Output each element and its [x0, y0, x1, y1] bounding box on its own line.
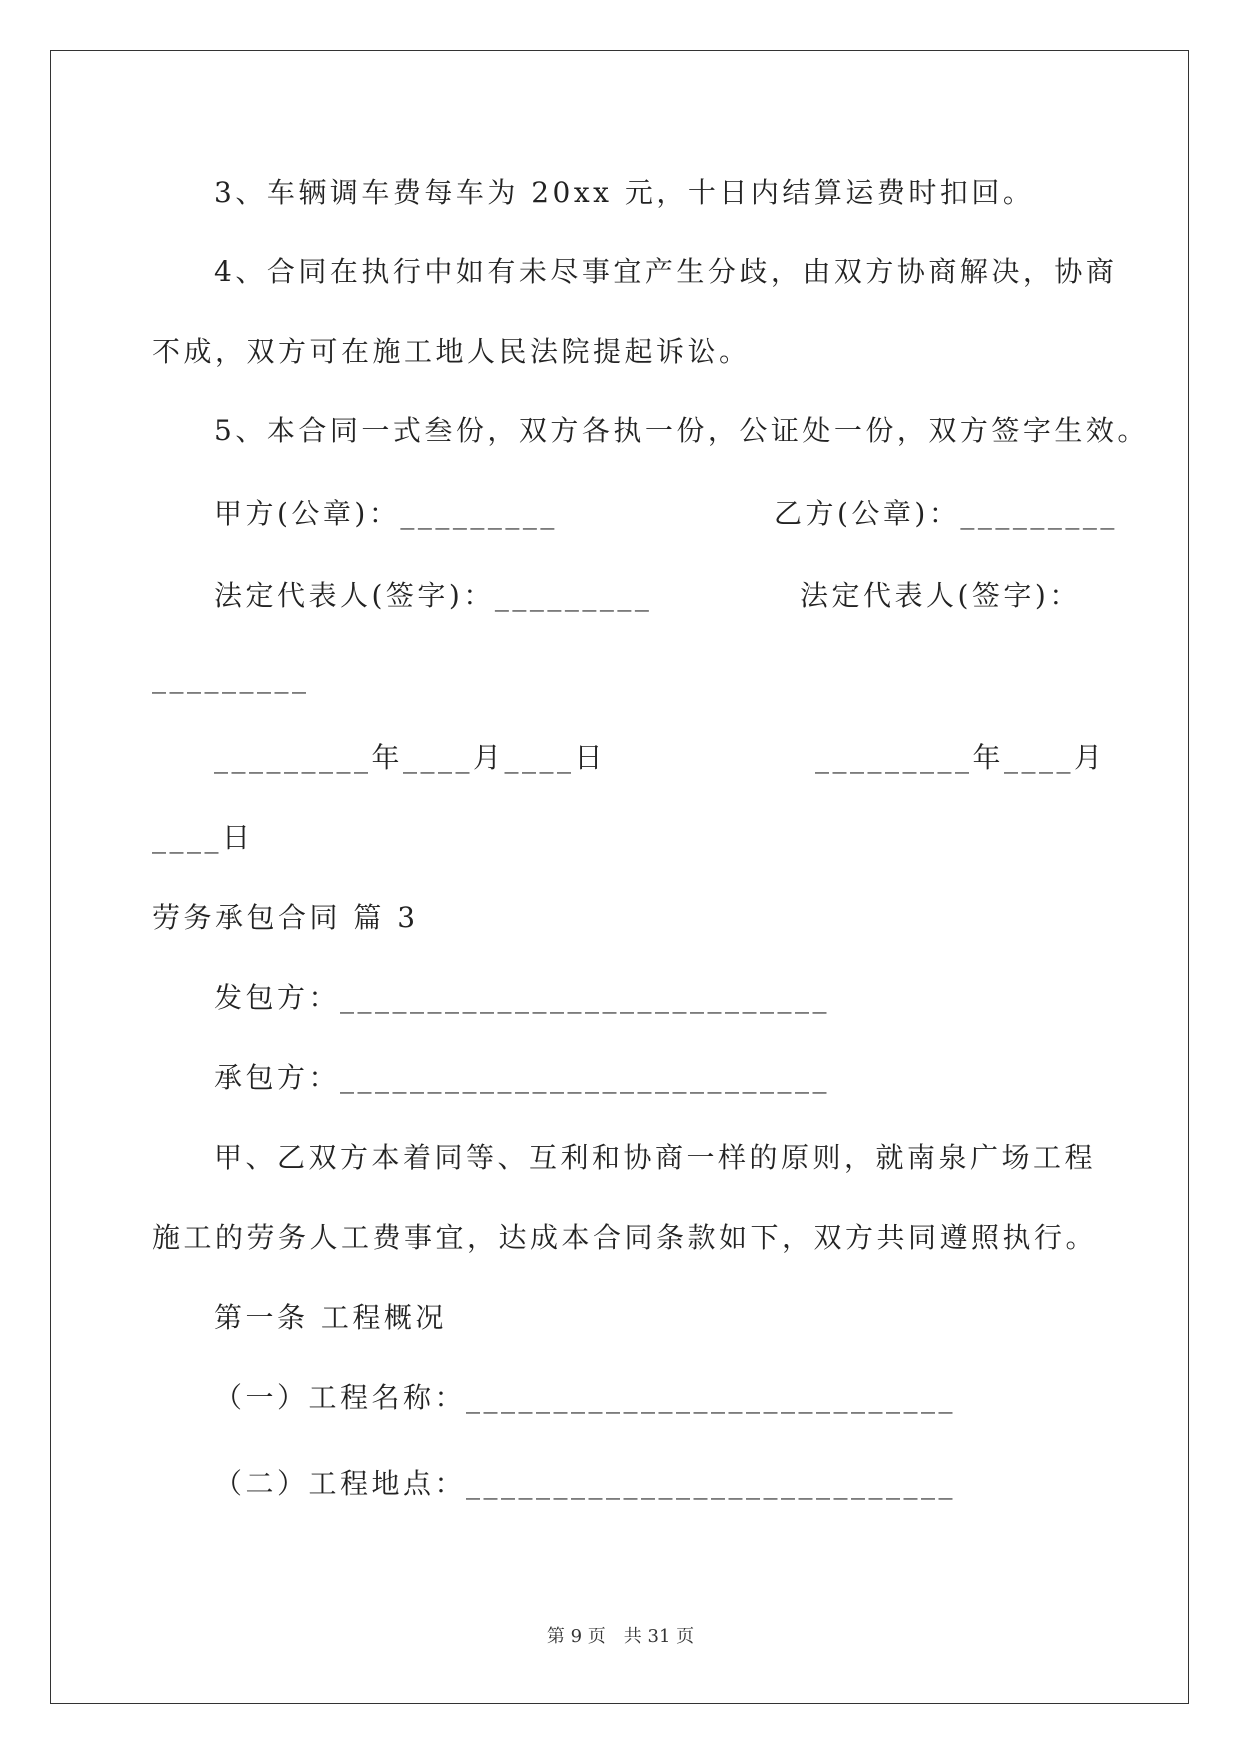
party-b-seal: 乙方(公章)：_________ — [774, 497, 1118, 530]
preamble-line2: 施工的劳务人工费事宜，达成本合同条款如下，双方共同遵照执行。 — [152, 1221, 1098, 1254]
clause-3-text: 3、车辆调车费每车为 20xx 元，十日内结算运费时扣回。 — [214, 176, 1035, 209]
party-b-representative-blank: _________ — [152, 661, 310, 694]
party-a-date: _________年____月____日 — [214, 741, 607, 774]
page-border — [50, 50, 1189, 1704]
party-b-representative: 法定代表人(签字)： — [800, 579, 1081, 612]
party-b-date: _________年____月 — [815, 741, 1106, 774]
clause-4-text-line2: 不成，双方可在施工地人民法院提起诉讼。 — [152, 335, 751, 368]
project-location-field: （二）工程地点：____________________________ — [214, 1467, 957, 1500]
party-a-seal: 甲方(公章)：_________ — [214, 497, 558, 530]
contractor-receiver-field: 承包方：____________________________ — [214, 1061, 831, 1094]
page-number-footer: 第 9 页 共 31 页 — [546, 1626, 695, 1647]
preamble-line1: 甲、乙双方本着同等、互利和协商一样的原则，就南泉广场工程 — [214, 1141, 1097, 1174]
article-1-heading: 第一条 工程概况 — [214, 1301, 447, 1334]
party-b-date-day: ____日 — [152, 821, 254, 854]
party-a-representative: 法定代表人(签字)：_________ — [214, 579, 653, 612]
clause-5-text: 5、本合同一式叁份，双方各执一份，公证处一份，双方签字生效。 — [214, 414, 1149, 447]
project-name-field: （一）工程名称：____________________________ — [214, 1381, 957, 1414]
section-title: 劳务承包合同 篇 3 — [152, 901, 419, 934]
clause-4-text-line1: 4、合同在执行中如有未尽事宜产生分歧，由双方协商解决，协商 — [214, 255, 1118, 288]
contractor-issuer-field: 发包方：____________________________ — [214, 981, 831, 1014]
